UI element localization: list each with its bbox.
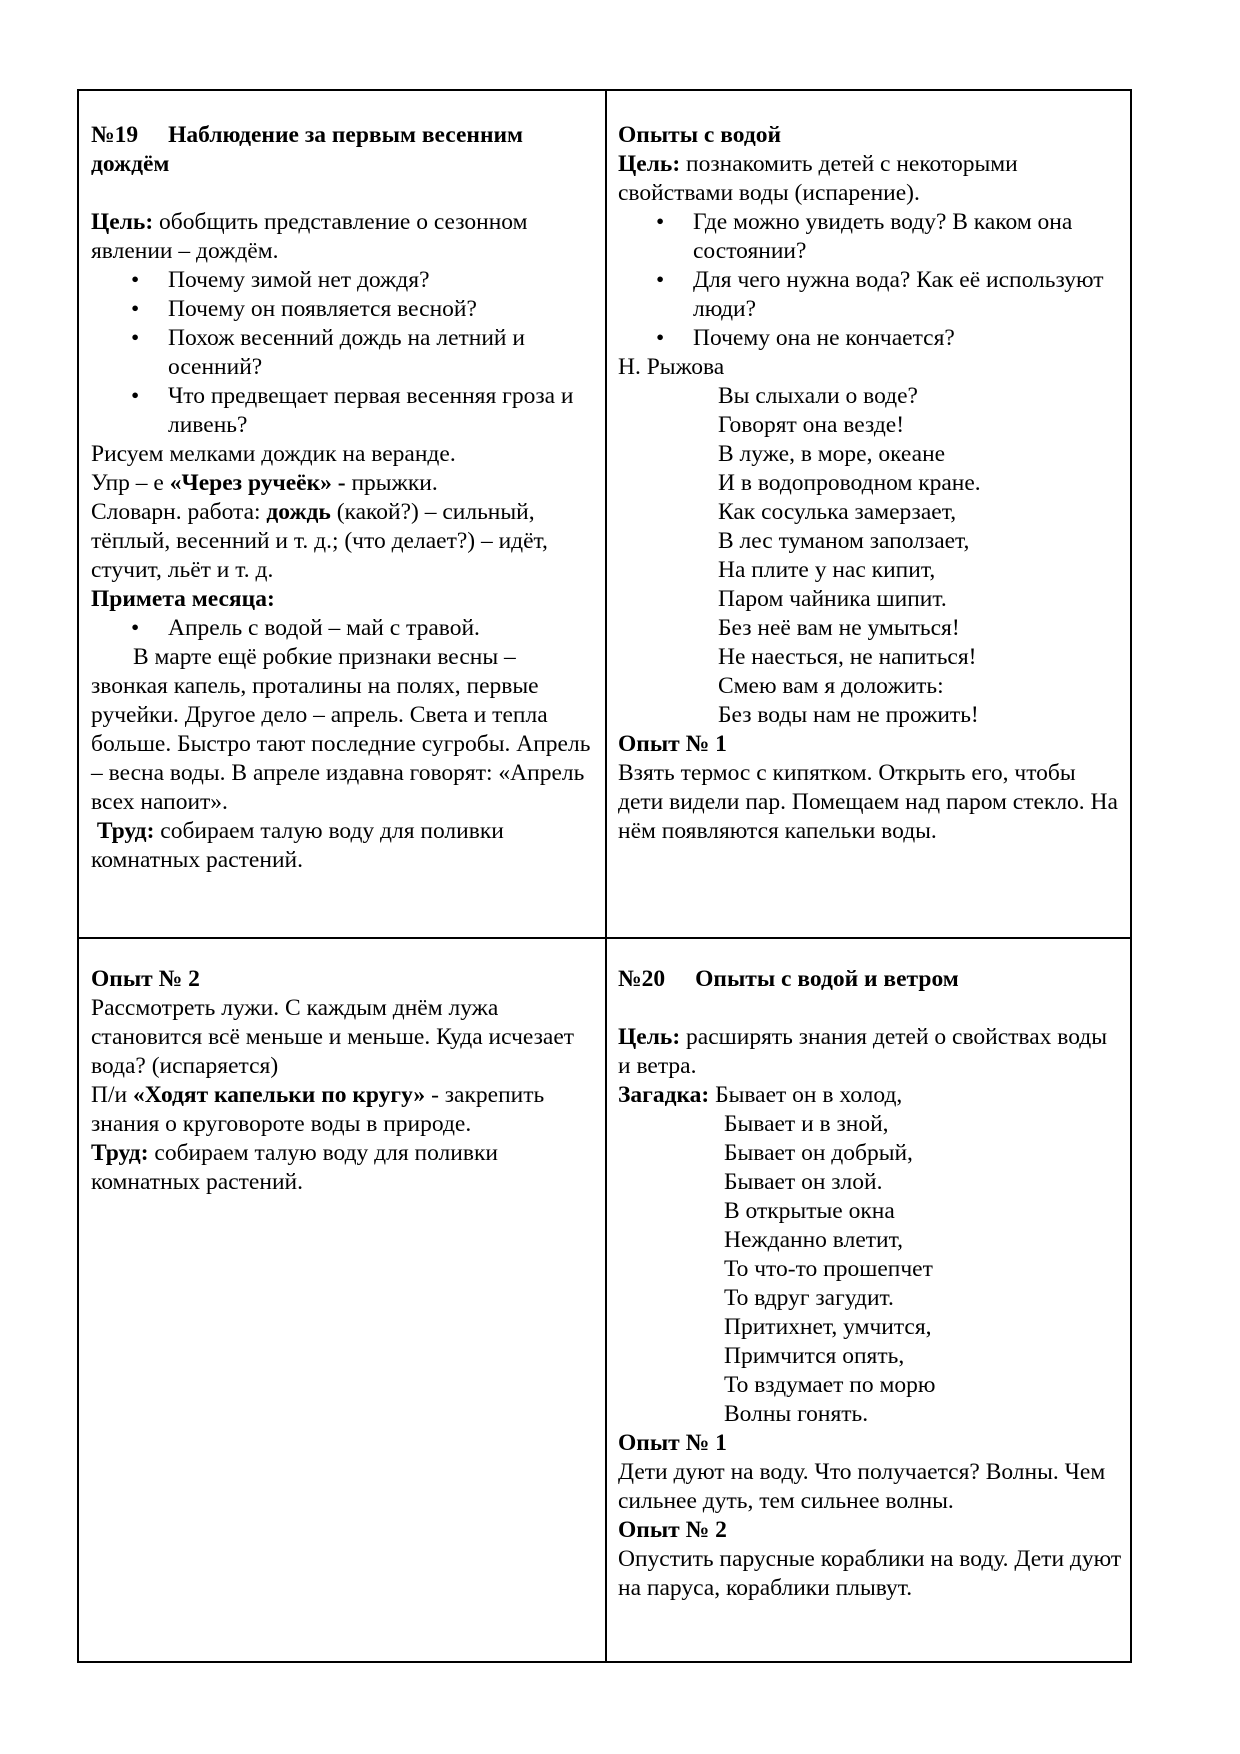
- cell-water-wind: [618, 965, 1123, 1603]
- cell1-omens: [91, 614, 596, 643]
- cell1-labor-text: собираем талую воду для поливки комнатных растений.: [91, 818, 504, 873]
- cell1-heading: [91, 121, 596, 179]
- cell3-labor: [91, 1139, 596, 1197]
- riddle-line: Нежданно влетит,: [724, 1227, 903, 1253]
- cell2-poem: [618, 382, 1123, 730]
- cell3-exp2-label: Опыт № 2: [91, 966, 200, 992]
- cell3-game-prefix: П/и: [91, 1082, 133, 1108]
- cell3-game: [91, 1081, 596, 1139]
- cell3-labor-text: собираем талую воду для поливки комнатных растений.: [91, 1140, 498, 1195]
- cell1-number: №19: [91, 122, 139, 148]
- riddle-line: Волны гонять.: [724, 1401, 869, 1427]
- table-divider-horizontal: [79, 937, 1130, 939]
- poem-line: В лес туманом заползает,: [718, 528, 970, 554]
- poem-line: В луже, в море, океане: [718, 441, 946, 467]
- poem-line: Без неё вам не умыться!: [718, 615, 960, 641]
- cell1-title: Наблюдение за первым весенним дождём: [91, 122, 524, 177]
- cell4-exp1-text: Дети дуют на воду. Что получается? Волны. Чем сильнее дуть, тем сильнее волны.: [618, 1459, 1106, 1514]
- cell4-riddle-first: [618, 1081, 1123, 1110]
- cell1-paragraph: В марте ещё робкие признаки весны – звонкая капель, проталины на полях, первые ручейки. Другое дело – апрель. Света и тепла больше. Быстро тают последние сугробы. Апрель – весна воды. В апреле издавна говорят: «Апрель всех напоит».: [91, 644, 591, 815]
- list-item: • Почему зимой нет дождя?: [91, 266, 596, 295]
- cell1-exercise: [91, 469, 596, 498]
- cell1-labor: [91, 817, 596, 875]
- cell1-vocab-prefix: Словарн. работа:: [91, 499, 267, 525]
- poem-line: Говорят она везде!: [718, 412, 905, 438]
- cell3-labor-label: Труд:: [91, 1140, 149, 1166]
- cell2-questions: [618, 208, 1123, 353]
- riddle-line: Бывает он добрый,: [724, 1140, 913, 1166]
- list-item: • Для чего нужна вода? Как её используют люди?: [618, 266, 1123, 324]
- riddle-line: То что-то прошепчет: [724, 1256, 933, 1282]
- cell1-questions: [91, 266, 596, 440]
- cell4-goal: [618, 1023, 1123, 1081]
- cell4-title: Опыты с водой и ветром: [695, 966, 959, 992]
- cell1-vocab-text: (какой?) – сильный, тёплый, весенний и т. д.; (что делает?) – идёт, стучит, льёт и т. д.: [91, 499, 548, 583]
- cell1-goal: [91, 208, 596, 266]
- cell4-riddle-label: Загадка:: [618, 1082, 710, 1108]
- cell4-exp2-text: Опустить парусные кораблики на воду. Дети дуют на паруса, кораблики плывут.: [618, 1546, 1122, 1601]
- cell1-exercise-suffix: прыжки.: [345, 470, 438, 496]
- riddle-line: Примчится опять,: [724, 1343, 905, 1369]
- list-item: • Где можно увидеть воду? В каком она состоянии?: [618, 208, 1123, 266]
- riddle-line: То вздумает по морю: [724, 1372, 936, 1398]
- activity-table: [77, 89, 1132, 1663]
- cell1-omens-label: Примета месяца:: [91, 586, 275, 612]
- cell4-exp2-label: Опыт № 2: [618, 1517, 727, 1543]
- cell1-labor-label: Труд:: [96, 818, 155, 844]
- poem-line: Паром чайника шипит.: [718, 586, 947, 612]
- poem-line: Вы слыхали о воде?: [718, 383, 918, 409]
- cell2-title: Опыты с водой: [618, 122, 782, 148]
- list-item: • Апрель с водой – май с травой.: [91, 614, 596, 643]
- poem-line: На плите у нас кипит,: [718, 557, 936, 583]
- cell2-goal: [618, 150, 1123, 208]
- cell1-exercise-prefix: Упр – е: [91, 470, 170, 496]
- table-divider-vertical: [605, 91, 607, 1661]
- cell-experiment-puddles: [91, 965, 596, 1197]
- cell4-riddle-first-line: Бывает он в холод,: [709, 1082, 903, 1108]
- cell1-vocabulary: [91, 498, 596, 585]
- cell4-exp1-label: Опыт № 1: [618, 1430, 727, 1456]
- poem-line: И в водопроводном кране.: [718, 470, 981, 496]
- cell1-goal-text: обобщить представление о сезонном явлении – дождём.: [91, 209, 528, 264]
- cell2-goal-text: познакомить детей с некоторыми свойствами воды (испарение).: [618, 151, 1018, 206]
- cell4-goal-text: расширять знания детей о свойствах воды и ветра.: [618, 1024, 1108, 1079]
- cell-water-experiments: [618, 121, 1123, 846]
- riddle-line: Притихнет, умчится,: [724, 1314, 932, 1340]
- list-item: • Что предвещает первая весенняя гроза и ливень?: [91, 382, 596, 440]
- cell1-vocab-word: дождь: [266, 499, 331, 525]
- cell2-exp1-label: Опыт № 1: [618, 731, 727, 757]
- cell3-exp2-text: Рассмотреть лужи. С каждым днём лужа становится всё меньше и меньше. Куда исчезает вода? (испаряется): [91, 995, 575, 1079]
- riddle-line: Бывает и в зной,: [724, 1111, 889, 1137]
- poem-line: Без воды нам не прожить!: [718, 702, 979, 728]
- cell4-heading: [618, 965, 1123, 994]
- list-item: • Почему она не кончается?: [618, 324, 1123, 353]
- cell4-number: №20: [618, 966, 666, 992]
- list-item: • Похож весенний дождь на летний и осенний?: [91, 324, 596, 382]
- list-item: • Почему он появляется весной?: [91, 295, 596, 324]
- cell-observation-rain: [91, 121, 596, 875]
- cell2-author: Н. Рыжова: [618, 354, 725, 380]
- cell1-exercise-name: «Через ручеёк» -: [169, 470, 346, 496]
- riddle-line: В открытые окна: [724, 1198, 895, 1224]
- cell3-game-name: «Ходят капельки по кругу»: [132, 1082, 426, 1108]
- cell4-riddle: [618, 1110, 1123, 1429]
- riddle-line: То вдруг загудит.: [724, 1285, 894, 1311]
- cell1-drawing: Рисуем мелками дождик на веранде.: [91, 441, 456, 467]
- cell3-game-suffix: - закрепить знания о круговороте воды в природе.: [91, 1082, 545, 1137]
- cell1-goal-label: Цель:: [91, 209, 154, 235]
- poem-line: Не наесться, не напиться!: [718, 644, 977, 670]
- riddle-line: Бывает он злой.: [724, 1169, 883, 1195]
- poem-line: Как сосулька замерзает,: [718, 499, 957, 525]
- poem-line: Смею вам я доложить:: [718, 673, 944, 699]
- cell4-goal-label: Цель:: [618, 1024, 681, 1050]
- cell2-exp1-text: Взять термос с кипятком. Открыть его, чтобы дети видели пар. Помещаем над паром стекло. На нём появляются капельки воды.: [618, 760, 1118, 844]
- cell2-goal-label: Цель:: [618, 151, 681, 177]
